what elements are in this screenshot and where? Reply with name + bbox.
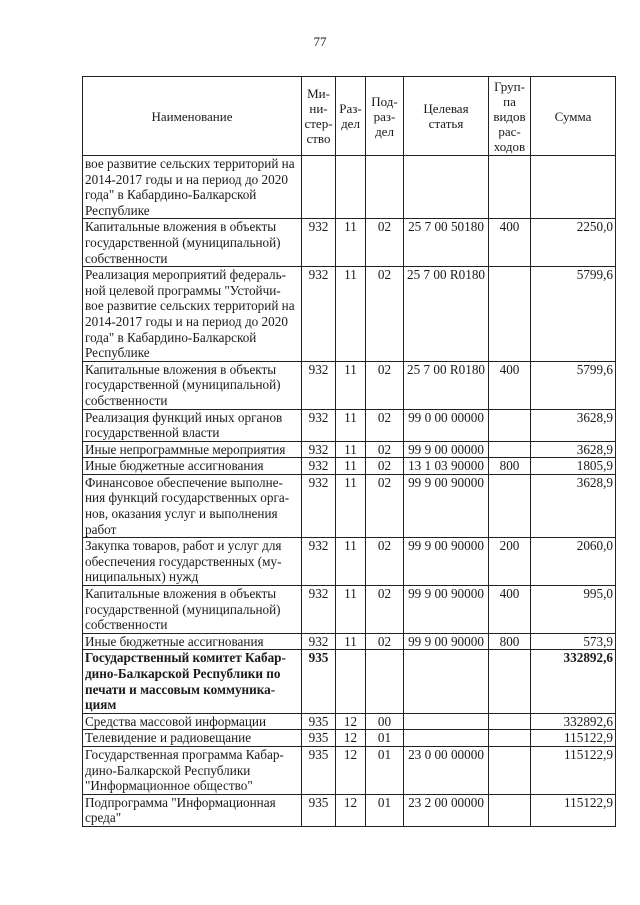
cell-section: 11 <box>336 409 366 441</box>
cell-subsection: 02 <box>366 586 404 634</box>
header-subsection: Под- раз- дел <box>366 77 404 156</box>
cell-expense-group: 800 <box>489 633 531 650</box>
cell-target <box>404 156 489 219</box>
header-target: Целевая статья <box>404 77 489 156</box>
cell-sum: 2060,0 <box>531 538 616 586</box>
cell-expense-group <box>489 441 531 458</box>
cell-sum: 115122,9 <box>531 746 616 794</box>
cell-name: вое развитие сельских территорий на 2014-2017 годы и на период до 2020 года" в Кабардино-Балкарской Республике <box>83 156 302 219</box>
cell-target <box>404 730 489 747</box>
cell-subsection: 02 <box>366 458 404 475</box>
cell-expense-group <box>489 746 531 794</box>
cell-subsection: 02 <box>366 409 404 441</box>
cell-ministry: 932 <box>302 409 336 441</box>
cell-subsection: 02 <box>366 633 404 650</box>
cell-ministry: 932 <box>302 538 336 586</box>
cell-ministry: 932 <box>302 361 336 409</box>
header-name: Наименование <box>83 77 302 156</box>
cell-expense-group: 200 <box>489 538 531 586</box>
cell-sum <box>531 156 616 219</box>
cell-ministry: 932 <box>302 219 336 267</box>
cell-section: 11 <box>336 267 366 362</box>
cell-subsection: 01 <box>366 746 404 794</box>
cell-section: 11 <box>336 458 366 475</box>
cell-expense-group <box>489 794 531 826</box>
table-row <box>83 441 616 458</box>
cell-ministry: 935 <box>302 730 336 747</box>
cell-subsection: 02 <box>366 219 404 267</box>
cell-sum: 5799,6 <box>531 267 616 362</box>
cell-expense-group <box>489 713 531 730</box>
cell-section: 12 <box>336 730 366 747</box>
cell-target: 99 0 00 00000 <box>404 409 489 441</box>
cell-name: Иные бюджетные ассигнования <box>83 633 302 650</box>
table-row <box>83 474 616 537</box>
header-ministry: Ми- ни- стер- ство <box>302 77 336 156</box>
cell-expense-group <box>489 409 531 441</box>
cell-expense-group: 400 <box>489 586 531 634</box>
cell-target <box>404 650 489 713</box>
table-row <box>83 586 616 634</box>
cell-expense-group: 800 <box>489 458 531 475</box>
cell-expense-group <box>489 650 531 713</box>
cell-section: 11 <box>336 219 366 267</box>
cell-sum: 332892,6 <box>531 650 616 713</box>
cell-expense-group: 400 <box>489 219 531 267</box>
cell-target: 99 9 00 90000 <box>404 474 489 537</box>
cell-target: 25 7 00 R0180 <box>404 267 489 362</box>
cell-sum: 573,9 <box>531 633 616 650</box>
cell-section: 11 <box>336 633 366 650</box>
cell-name: Иные непрограммные мероприятия <box>83 441 302 458</box>
cell-subsection: 01 <box>366 794 404 826</box>
cell-expense-group: 400 <box>489 361 531 409</box>
cell-name: Иные бюджетные ассигнования <box>83 458 302 475</box>
cell-sum: 115122,9 <box>531 794 616 826</box>
table-row <box>83 409 616 441</box>
cell-name: Капитальные вложения в объекты государственной (муниципальной) собственности <box>83 219 302 267</box>
cell-target: 25 7 00 R0180 <box>404 361 489 409</box>
table-row <box>83 458 616 475</box>
cell-sum: 3628,9 <box>531 474 616 537</box>
cell-target: 23 2 00 00000 <box>404 794 489 826</box>
cell-sum: 3628,9 <box>531 441 616 458</box>
cell-subsection: 00 <box>366 713 404 730</box>
cell-subsection <box>366 156 404 219</box>
cell-ministry: 935 <box>302 650 336 713</box>
cell-section: 12 <box>336 713 366 730</box>
table-row <box>83 746 616 794</box>
cell-section: 12 <box>336 794 366 826</box>
table-row <box>83 219 616 267</box>
cell-sum: 995,0 <box>531 586 616 634</box>
cell-section <box>336 650 366 713</box>
cell-ministry: 932 <box>302 633 336 650</box>
cell-sum: 115122,9 <box>531 730 616 747</box>
cell-target <box>404 713 489 730</box>
cell-expense-group <box>489 474 531 537</box>
cell-sum: 3628,9 <box>531 409 616 441</box>
cell-subsection: 01 <box>366 730 404 747</box>
cell-section: 11 <box>336 474 366 537</box>
cell-target: 99 9 00 90000 <box>404 586 489 634</box>
cell-target: 99 9 00 90000 <box>404 633 489 650</box>
cell-name: Закупка товаров, работ и услуг для обеспечения государственных (му-ниципальных) нужд <box>83 538 302 586</box>
budget-table <box>82 76 616 827</box>
table-row <box>83 794 616 826</box>
page-number: 77 <box>313 34 327 49</box>
cell-name: Капитальные вложения в объекты государственной (муниципальной) собственности <box>83 361 302 409</box>
cell-target: 99 9 00 00000 <box>404 441 489 458</box>
table-row <box>83 538 616 586</box>
cell-name: Реализация мероприятий федераль-ной целевой программы "Устойчи-вое развитие сельских территорий на 2014-2017 годы и на период до 2020 года" в Кабардино-Балкарской Республике <box>83 267 302 362</box>
cell-subsection: 02 <box>366 361 404 409</box>
table-row <box>83 267 616 362</box>
cell-target: 13 1 03 90000 <box>404 458 489 475</box>
table-row <box>83 156 616 219</box>
cell-section: 11 <box>336 441 366 458</box>
table-row <box>83 713 616 730</box>
cell-name: Реализация функций иных органов государственной власти <box>83 409 302 441</box>
cell-ministry: 932 <box>302 441 336 458</box>
cell-ministry: 932 <box>302 586 336 634</box>
cell-section <box>336 156 366 219</box>
cell-section: 11 <box>336 538 366 586</box>
cell-section: 11 <box>336 586 366 634</box>
cell-sum: 332892,6 <box>531 713 616 730</box>
cell-sum: 5799,6 <box>531 361 616 409</box>
cell-name: Финансовое обеспечение выполне-ния функций государственных орга-нов, оказания услуг и выполнения работ <box>83 474 302 537</box>
cell-target: 23 0 00 00000 <box>404 746 489 794</box>
cell-name: Подпрограмма "Информационная среда" <box>83 794 302 826</box>
header-expense-group: Груп- па видов рас- ходов <box>489 77 531 156</box>
cell-subsection: 02 <box>366 538 404 586</box>
table-row <box>83 633 616 650</box>
cell-expense-group <box>489 730 531 747</box>
header-sum: Сумма <box>531 77 616 156</box>
cell-ministry: 932 <box>302 458 336 475</box>
cell-ministry: 935 <box>302 746 336 794</box>
cell-ministry: 932 <box>302 474 336 537</box>
cell-name: Телевидение и радиовещание <box>83 730 302 747</box>
cell-target: 99 9 00 90000 <box>404 538 489 586</box>
table-row <box>83 650 616 713</box>
cell-name: Средства массовой информации <box>83 713 302 730</box>
cell-name: Капитальные вложения в объекты государственной (муниципальной) собственности <box>83 586 302 634</box>
cell-section: 11 <box>336 361 366 409</box>
cell-sum: 2250,0 <box>531 219 616 267</box>
cell-name: Государственная программа Кабар-дино-Балкарской Республики "Информационное общество" <box>83 746 302 794</box>
cell-subsection <box>366 650 404 713</box>
cell-subsection: 02 <box>366 441 404 458</box>
table-body <box>83 156 616 827</box>
table-row <box>83 730 616 747</box>
cell-name: Государственный комитет Кабар-дино-Балкарской Республики по печати и массовым коммуника-циям <box>83 650 302 713</box>
cell-expense-group <box>489 267 531 362</box>
table-header-row <box>83 77 616 156</box>
cell-section: 12 <box>336 746 366 794</box>
cell-subsection: 02 <box>366 474 404 537</box>
cell-ministry: 932 <box>302 267 336 362</box>
header-section: Раз- дел <box>336 77 366 156</box>
table-row <box>83 361 616 409</box>
cell-expense-group <box>489 156 531 219</box>
cell-ministry <box>302 156 336 219</box>
cell-sum: 1805,9 <box>531 458 616 475</box>
cell-target: 25 7 00 50180 <box>404 219 489 267</box>
cell-ministry: 935 <box>302 713 336 730</box>
cell-ministry: 935 <box>302 794 336 826</box>
cell-subsection: 02 <box>366 267 404 362</box>
